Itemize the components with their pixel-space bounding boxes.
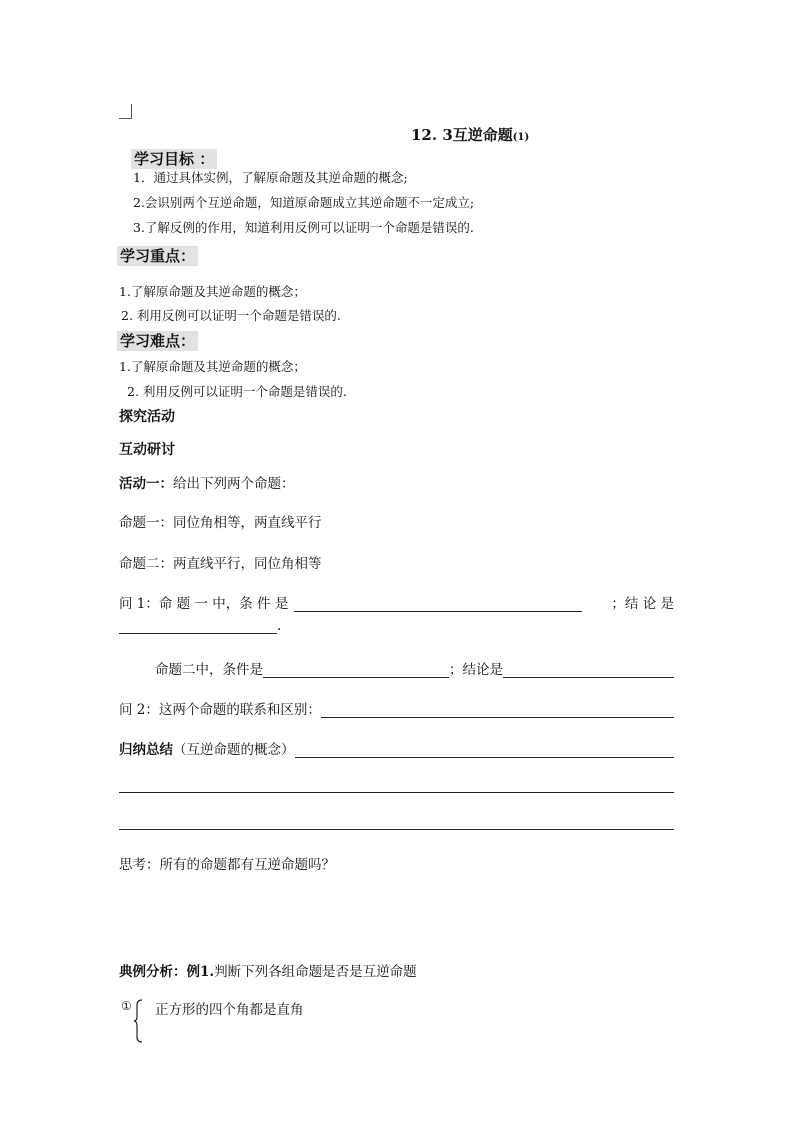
explore-subheading: 互动研讨 xyxy=(119,442,175,458)
q1b-condition-blank[interactable] xyxy=(263,663,449,678)
explore-heading: 探究活动 xyxy=(119,409,175,425)
example-item-1: 正方形的四个角都是直角 xyxy=(155,1002,304,1018)
objectives-heading: 学习目标 ： xyxy=(131,148,217,169)
key-point-item-1: 1.了解原命题及其逆命题的概念； xyxy=(119,284,306,299)
page-title: 12. 3互逆命题(1) xyxy=(411,126,530,144)
example-heading: 典例分析：例1.判断下列各组命题是否是互逆命题 xyxy=(119,964,417,980)
proposition-two: 命题二：两直线平行，同位角相等 xyxy=(119,556,322,572)
think-question: 思考：所有的命题都有互逆命题吗？ xyxy=(119,857,335,873)
difficulty-item-2: 2. 利用反例可以证明一个命题是错误的. xyxy=(127,384,347,399)
summary-row: 归纳总结 （互逆命题的概念） xyxy=(119,738,674,758)
objective-item-1: 1．通过具体实例，了解原命题及其逆命题的概念; xyxy=(133,170,408,185)
page-corner-mark xyxy=(119,104,132,119)
summary-blank-2[interactable] xyxy=(119,792,674,793)
objective-item-2: 2.会识别两个互逆命题，知道原命题成立其逆命题不一定成立; xyxy=(133,195,475,210)
question-1b-row: 命题二中，条件是 ；结论是 xyxy=(155,658,674,678)
brace-icon xyxy=(133,999,143,1043)
activity-line: 活动一：给出下列两个命题： xyxy=(119,476,295,492)
q1b-conclusion-blank[interactable] xyxy=(503,663,674,678)
proposition-one: 命题一：同位角相等，两直线平行 xyxy=(119,515,322,531)
example-number: ① xyxy=(121,999,132,1013)
question-2-row: 问 2：这两个命题的联系和区别： xyxy=(119,698,674,718)
objective-item-3: 3.了解反例的作用，知道利用反例可以证明一个命题是错误的. xyxy=(133,220,474,235)
q2-answer-blank[interactable] xyxy=(321,703,674,718)
key-points-heading: 学习重点： xyxy=(117,245,198,266)
key-point-item-2: 2. 利用反例可以证明一个命题是错误的. xyxy=(121,308,341,323)
summary-blank-3[interactable] xyxy=(119,829,674,830)
difficulty-item-1: 1.了解原命题及其逆命题的概念； xyxy=(119,359,306,374)
difficulties-heading: 学习难点： xyxy=(117,330,198,351)
q1-condition-blank[interactable] xyxy=(294,597,582,612)
question-1-row: 问 1：命 题 一 中，条 件 是 ；结 论 是 xyxy=(119,596,674,612)
question-1-row-2: . xyxy=(119,618,281,634)
q1-conclusion-blank[interactable] xyxy=(119,619,277,634)
summary-blank-1[interactable] xyxy=(295,743,675,758)
